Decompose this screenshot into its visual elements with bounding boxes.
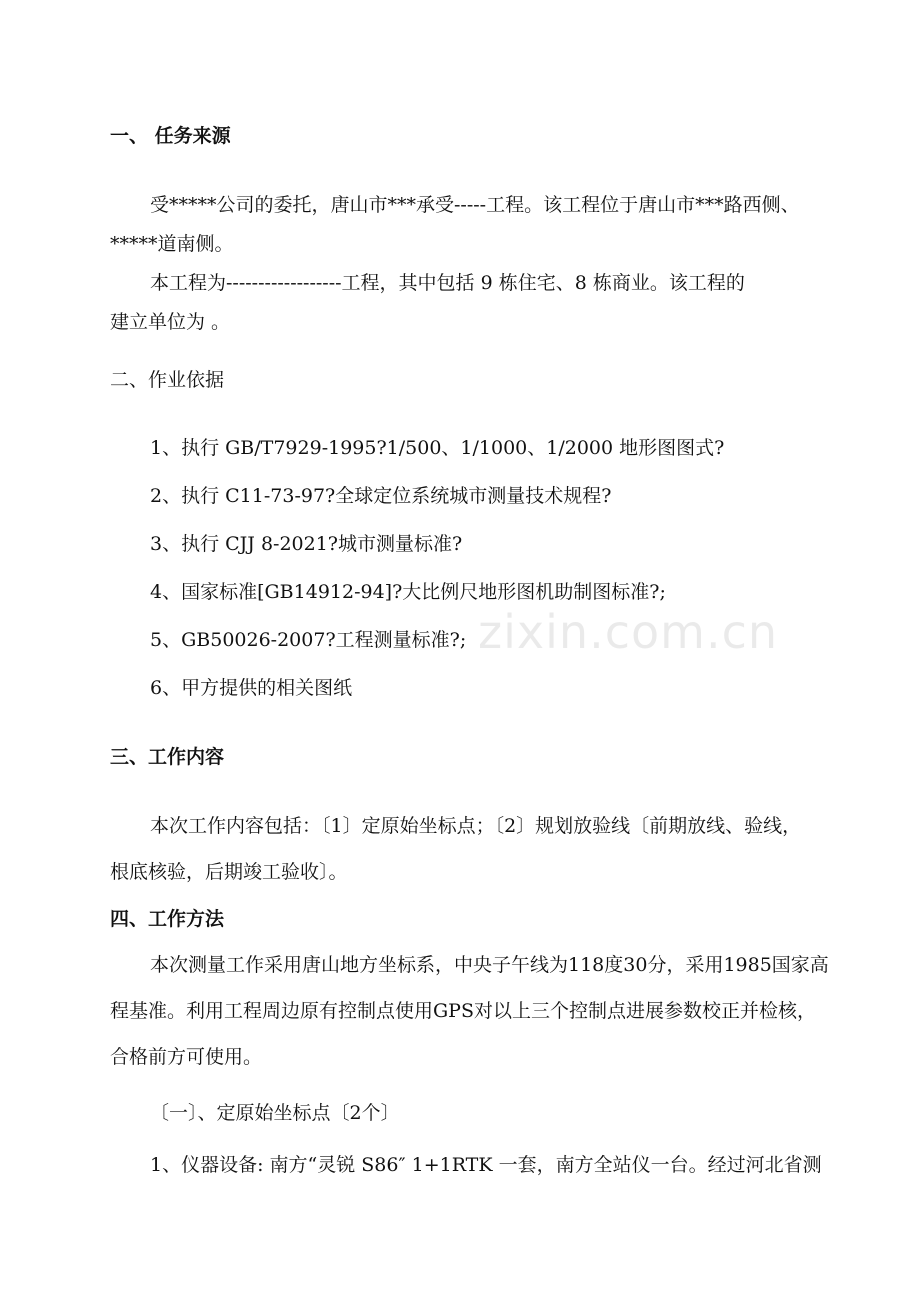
section-4-paragraph-line-3: 合格前方可使用。 <box>110 1046 263 1068</box>
section-1-paragraph-2-line-1: 本工程为------------------工程，其中包括 9 栋住宅、8 栋商业。该工程的 <box>150 272 745 294</box>
basis-item-2: 2、执行 C11-73-97?全球定位系统城市测量技术规程? <box>150 485 612 507</box>
section-3-paragraph-line-2: 根底核验，后期竣工验收〕。 <box>110 861 348 883</box>
subsection-1-heading: 〔一〕、定原始坐标点〔2个〕 <box>150 1102 400 1124</box>
section-4-paragraph-line-2: 程基准。利用工程周边原有控制点使用GPS对以上三个控制点进展参数校正并检核， <box>110 1000 816 1022</box>
section-3-heading: 三、工作内容 <box>110 746 225 768</box>
watermark: zixin.com.cn <box>478 605 779 659</box>
section-1-paragraph-2-line-2: 建立单位为 。 <box>110 311 231 333</box>
basis-item-5: 5、GB50026-2007?工程测量标准?; <box>150 629 467 651</box>
section-1-paragraph-1-line-2: *****道南侧。 <box>110 233 234 255</box>
section-4-heading: 四、工作方法 <box>110 908 225 930</box>
equipment-item-1: 1、仪器设备: 南方“灵锐 S86″ 1+1RTK 一套，南方全站仪一台。经过河北省测 <box>150 1154 822 1176</box>
basis-item-1: 1、执行 GB/T7929-1995?1/500、1/1000、1/2000 地形图图式? <box>150 437 725 459</box>
section-2-heading: 二、作业依据 <box>110 369 225 391</box>
section-1-paragraph-1-line-1: 受*****公司的委托，唐山市***承受-----工程。该工程位于唐山市***路西侧、 <box>150 194 800 216</box>
section-4-paragraph-line-1: 本次测量工作采用唐山地方坐标系，中央子午线为118度30分，采用1985国家高 <box>150 954 829 976</box>
basis-item-6: 6、甲方提供的相关图纸 <box>150 677 353 699</box>
basis-item-3: 3、执行 CJJ 8-2021?城市测量标准? <box>150 533 463 555</box>
section-1-heading: 一、 任务来源 <box>110 125 231 147</box>
basis-item-4: 4、国家标准[GB14912-94]?大比例尺地形图机助制图标准?; <box>150 581 666 603</box>
section-3-paragraph-line-1: 本次工作内容包括：〔1〕定原始坐标点；〔2〕规划放验线〔前期放线、验线， <box>150 815 802 837</box>
